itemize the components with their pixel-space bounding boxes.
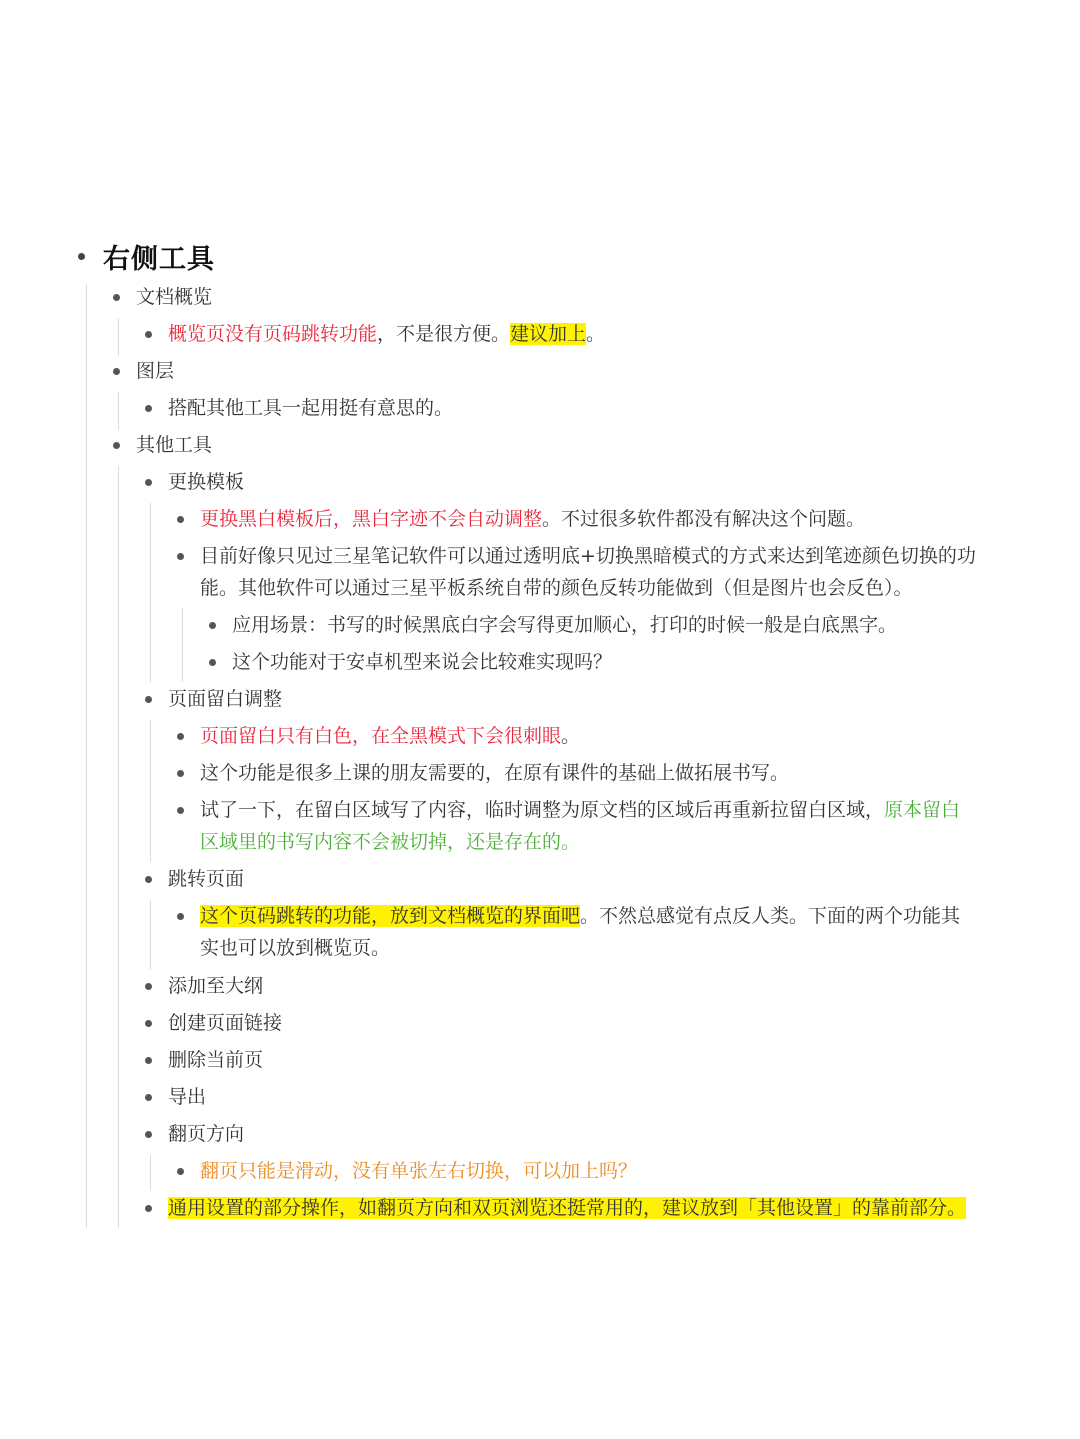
text-red: 页面留白只有白色，在全黑模式下会很刺眼 <box>200 725 562 747</box>
bullet <box>177 770 184 777</box>
bullet <box>145 876 152 883</box>
bullet <box>177 913 184 920</box>
list-item-add-outline: 添加至大纲 <box>168 975 264 997</box>
bullet <box>145 1057 152 1064</box>
indent-guide-other-tools <box>118 466 119 1228</box>
list-item-page-direction-note: 翻页只能是滑动，没有单张左右切换，可以加上吗？ <box>200 1160 638 1182</box>
list-item-margin-adjust: 页面留白调整 <box>168 688 283 710</box>
list-item-jump-page: 跳转页面 <box>168 868 245 890</box>
list-item-template-note1 <box>200 503 865 535</box>
list-item-export: 导出 <box>168 1086 207 1108</box>
bullet <box>145 1094 152 1101</box>
text-highlight: 通用设置的部分操作，如翻页方向和双页浏览还挺常用的，建议放到「其他设置」的靠前部分。 <box>168 1197 967 1219</box>
bullet <box>145 983 152 990</box>
heading-bullet <box>78 253 85 260</box>
bullet <box>177 733 184 740</box>
bullet <box>113 294 120 301</box>
text-red: 概览页没有页码跳转功能 <box>168 323 378 345</box>
bullet <box>177 553 184 560</box>
list-item-layers-note: 搭配其他工具一起用挺有意思的。 <box>168 397 454 419</box>
list-item-template-note2-line2: 能。其他软件可以通过三星平板系统自带的颜色反转功能做到（但是图片也会反色）。 <box>200 577 913 599</box>
bullet <box>145 1131 152 1138</box>
list-item-doc-overview: 文档概览 <box>136 286 213 308</box>
list-item-create-link: 创建页面链接 <box>168 1012 283 1034</box>
list-item-margin-note1 <box>200 720 580 752</box>
list-item-page-direction: 翻页方向 <box>168 1123 245 1145</box>
list-item-margin-note3-line1 <box>200 794 960 826</box>
indent-guide-jump-page <box>150 900 151 970</box>
text-green: 原本留白 <box>884 799 961 821</box>
list-item-other-tools: 其他工具 <box>136 434 213 456</box>
bullet <box>177 516 184 523</box>
bullet <box>145 479 152 486</box>
list-item-delete-page: 删除当前页 <box>168 1049 264 1071</box>
text-red: 更换黑白模板后，黑白字迹不会自动调整 <box>200 508 543 530</box>
bullet <box>113 368 120 375</box>
bullet <box>209 622 216 629</box>
list-item-margin-note3-line2: 区域里的书写内容不会被切掉，还是存在的。 <box>200 831 581 853</box>
text-highlight: 建议加上 <box>510 323 587 345</box>
indent-guide-layers <box>118 392 119 430</box>
list-item-change-template: 更换模板 <box>168 471 245 493</box>
list-item-jump-note-line1 <box>200 900 960 932</box>
list-item-margin-note2: 这个功能是很多上课的朋友需要的，在原有课件的基础上做拓展书写。 <box>200 762 790 784</box>
indent-guide-page-direction <box>150 1155 151 1191</box>
bullet <box>145 405 152 412</box>
section-heading <box>78 236 215 276</box>
bullet <box>145 331 152 338</box>
text-plain: 。不然总感觉有点反人类。下面的两个功能其 <box>580 905 961 927</box>
bullet <box>177 807 184 814</box>
bullet <box>145 696 152 703</box>
indent-guide-template-sub <box>182 608 183 682</box>
list-item-layers: 图层 <box>136 360 175 382</box>
list-item-template-note2-line1: 目前好像只见过三星笔记软件可以通过透明底+切换黑暗模式的方式来达到笔迹颜色切换的功 <box>200 545 976 567</box>
list-item-template-sub1: 应用场景：书写的时候黑底白字会写得更加顺心，打印的时候一般是白底黑字。 <box>232 614 898 636</box>
bullet <box>209 659 216 666</box>
text-plain: ，不是很方便。 <box>377 323 511 345</box>
text-plain: 。 <box>561 725 581 747</box>
list-item-general-settings <box>168 1192 966 1224</box>
list-item-template-sub2: 这个功能对于安卓机型来说会比较难实现吗？ <box>232 651 613 673</box>
text-plain: 。 <box>586 323 606 345</box>
text-plain: 试了一下，在留白区域写了内容，临时调整为原文档的区域后再重新拉留白区域， <box>200 799 885 821</box>
heading-title: 右侧工具 <box>103 243 215 275</box>
bullet <box>145 1205 152 1212</box>
bullet <box>113 442 120 449</box>
list-item-doc-overview-note <box>168 318 605 350</box>
list-item-jump-note-line2: 实也可以放到概览页。 <box>200 937 391 959</box>
indent-guide-margin-adjust <box>150 720 151 862</box>
indent-guide-level1 <box>86 284 87 1228</box>
indent-guide-doc-overview <box>118 318 119 356</box>
indent-guide-change-template <box>150 503 151 683</box>
text-plain: 。不过很多软件都没有解决这个问题。 <box>542 508 866 530</box>
bullet <box>177 1168 184 1175</box>
text-highlight: 这个页码跳转的功能，放到文档概览的界面吧 <box>200 905 581 927</box>
bullet <box>145 1020 152 1027</box>
